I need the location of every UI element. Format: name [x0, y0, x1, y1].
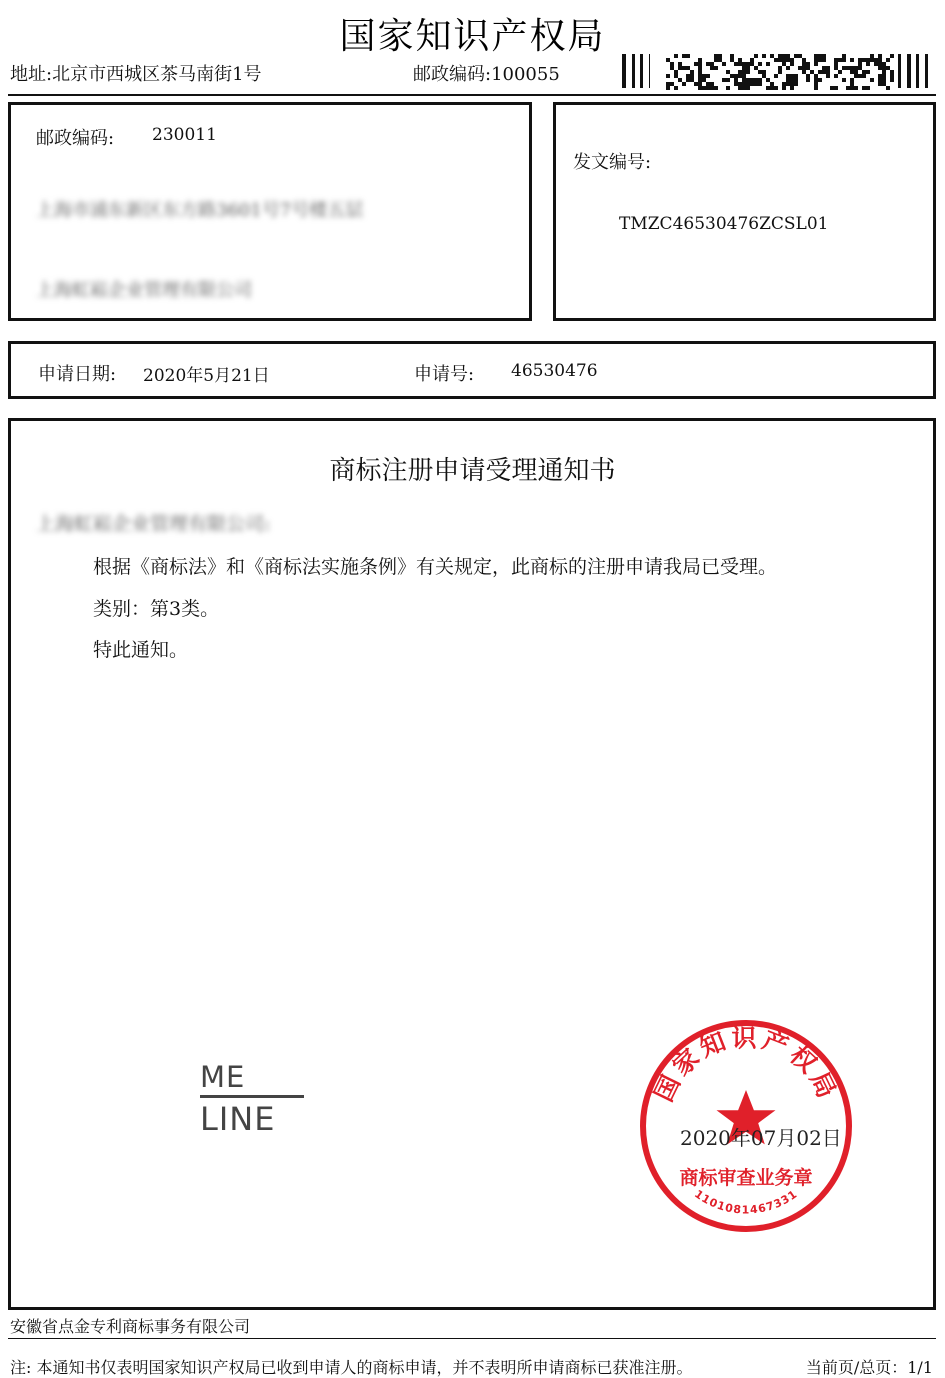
notice-addressee: 上海虹崧企业管理有限公司: — [36, 513, 271, 535]
barcode-image — [622, 52, 930, 90]
svg-text:1101081467331 — [692, 1187, 800, 1216]
page-indicator: 当前页/总页：1/1 — [805, 1358, 933, 1377]
seal-serial-text: 1101081467331 — [691, 1187, 801, 1217]
logo-line-2: LINE — [200, 1100, 276, 1138]
recipient-company: 上海虹崧企业管理有限公司 — [36, 280, 252, 301]
notice-closing: 特此通知。 — [93, 639, 189, 661]
application-date-label: 申请日期: — [38, 364, 117, 385]
issue-date: 2020年07月02日 — [680, 1126, 842, 1150]
logo-divider — [200, 1095, 304, 1098]
office-address: 地址:北京市西城区茶马南街1号 — [10, 64, 262, 85]
application-number-value: 46530476 — [511, 361, 598, 381]
reference-box — [553, 102, 936, 321]
notice-title: 商标注册申请受理通知书 — [329, 456, 616, 486]
logo-line-1: ME — [200, 1060, 246, 1094]
application-number-label: 申请号: — [414, 364, 475, 385]
reference-number: TMZC46530476ZCSL01 — [619, 214, 829, 234]
office-postcode: 邮政编码:100055 — [413, 64, 560, 85]
header-divider — [8, 94, 936, 96]
trademark-logo — [200, 1060, 304, 1138]
office-title: 国家知识产权局 — [339, 16, 606, 57]
recipient-address: 上海市浦东新区东方路3601号7号楼五层 — [36, 200, 364, 221]
notice-paragraph: 根据《商标法》和《商标法实施条例》有关规定，此商标的注册申请我局已受理。 — [93, 556, 778, 578]
seal-arc-text: 国家知识产权局 — [648, 1023, 844, 1107]
application-date-value: 2020年5月21日 — [143, 366, 270, 386]
seal-inner-text: 商标审查业务章 — [679, 1167, 813, 1189]
footer-divider — [8, 1338, 936, 1339]
recipient-postcode-value: 230011 — [152, 125, 217, 145]
agency-name: 安徽省点金专利商标事务有限公司 — [10, 1317, 251, 1336]
reference-label: 发文编号: — [573, 152, 652, 173]
recipient-postcode-label: 邮政编码: — [36, 128, 115, 149]
notice-class: 类别：第3类。 — [93, 598, 220, 620]
footer-note: 注: 本通知书仅表明国家知识产权局已收到申请人的商标申请，并不表明所申请商标已获准注册。 — [10, 1358, 693, 1377]
